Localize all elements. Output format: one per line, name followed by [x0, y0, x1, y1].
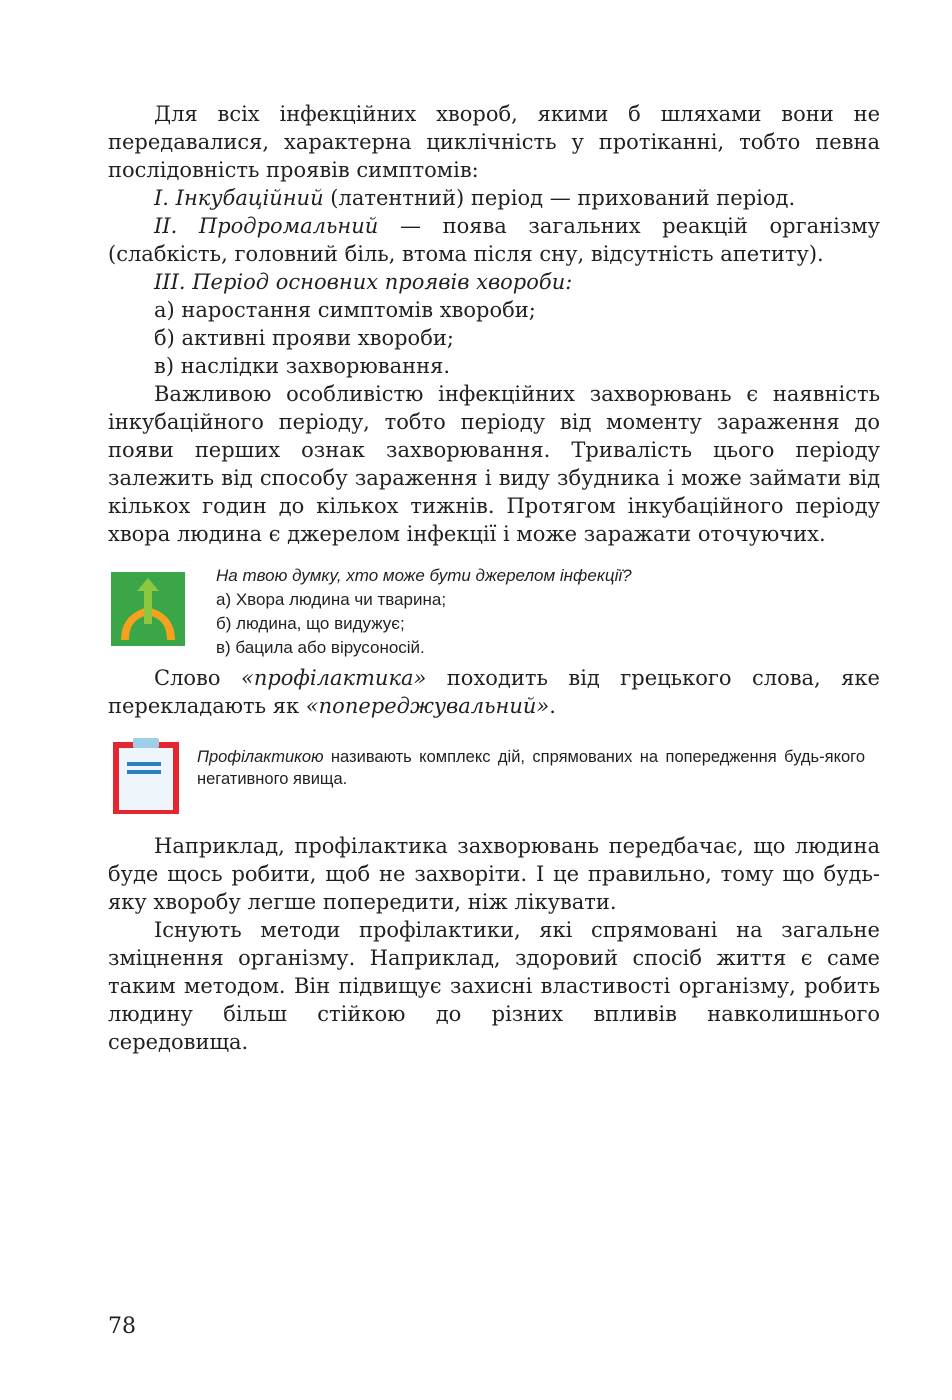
prophylaxis-text: .	[549, 694, 556, 718]
quiz-box	[108, 562, 880, 657]
quiz-option: б) людина, що видужує;	[216, 614, 405, 633]
page-number: 78	[108, 1314, 136, 1339]
stage-item: а) наростання симптомів хвороби;	[154, 298, 536, 322]
quiz-option: а) Хвора людина чи тварина;	[216, 590, 447, 609]
quiz-option: в) бацила або вірусоносій.	[216, 638, 425, 657]
definition-term: Профілактикою	[197, 748, 324, 766]
definition-text	[197, 746, 865, 790]
period-1-text: (латентний) період — прихований період.	[323, 186, 796, 210]
prophylaxis-translation: «попереджувальний»	[305, 694, 550, 718]
arrows-choice-icon	[111, 572, 185, 646]
intro-paragraph: Для всіх інфекційних хвороб, якими б шляхами вони не передавалися, характерна циклічність у протіканні, тобто певна послідовність проявів симптомів:	[108, 102, 880, 182]
prophylaxis-term: «профілактика»	[240, 666, 427, 690]
stage-item: б) активні прояви хвороби;	[154, 326, 454, 350]
period-2-label: II. Продромальний	[154, 214, 379, 238]
prophylaxis-text: Слово	[154, 666, 241, 690]
clipboard-icon	[111, 738, 183, 816]
definition-body: називають комплекс дій, спрямованих на попередження будь-якого негативного явища.	[197, 748, 865, 788]
prophylaxis-paragraph	[108, 664, 880, 720]
page-content	[108, 100, 880, 1056]
period-1-label: I. Інкубаційний	[154, 186, 324, 210]
methods-paragraph: Існують методи профілактики, які спрямовані на загальне зміцнення організму. Наприклад, здоровий спосіб життя є саме таким методом. Він підвищує захисні властивості організму, робить людину більш стійкою до різних впливів навколишнього середовища.	[108, 918, 880, 1054]
example-paragraph: Наприклад, профілактика захворювань передбачає, що людина буде щось робити, щоб не захворіти. І це правильно, тому що будь-яку хворобу легше попередити, ніж лікувати.	[108, 834, 880, 914]
period-3-label: III. Період основних проявів хвороби:	[154, 270, 573, 294]
incubation-paragraph: Важливою особливістю інфекційних захворювань є наявність інкубаційного періоду, тобто періоду від моменту зараження до появи перших ознак захворювання. Тривалість цього періоду залежить від способу зараження і виду збудника і може займати від кількох годин до кількох тижнів. Протягом інкубаційного періоду хвора людина є джерелом інфекції і може заражати оточуючих.	[108, 382, 880, 546]
definition-box	[108, 738, 880, 818]
quiz-question: На твою думку, хто може бути джерелом інфекції?	[216, 566, 632, 585]
period-2-text: — поява загальних реакцій організму (слабкість, головний біль, втома після сну, відсутність апетиту).	[108, 214, 880, 266]
period-1	[108, 184, 880, 212]
stage-item: в) наслідки захворювання.	[154, 354, 451, 378]
quiz-text	[216, 564, 632, 660]
prophylaxis-text: походить від грецького слова, яке перекладають як	[108, 666, 880, 718]
period-2	[108, 212, 880, 268]
